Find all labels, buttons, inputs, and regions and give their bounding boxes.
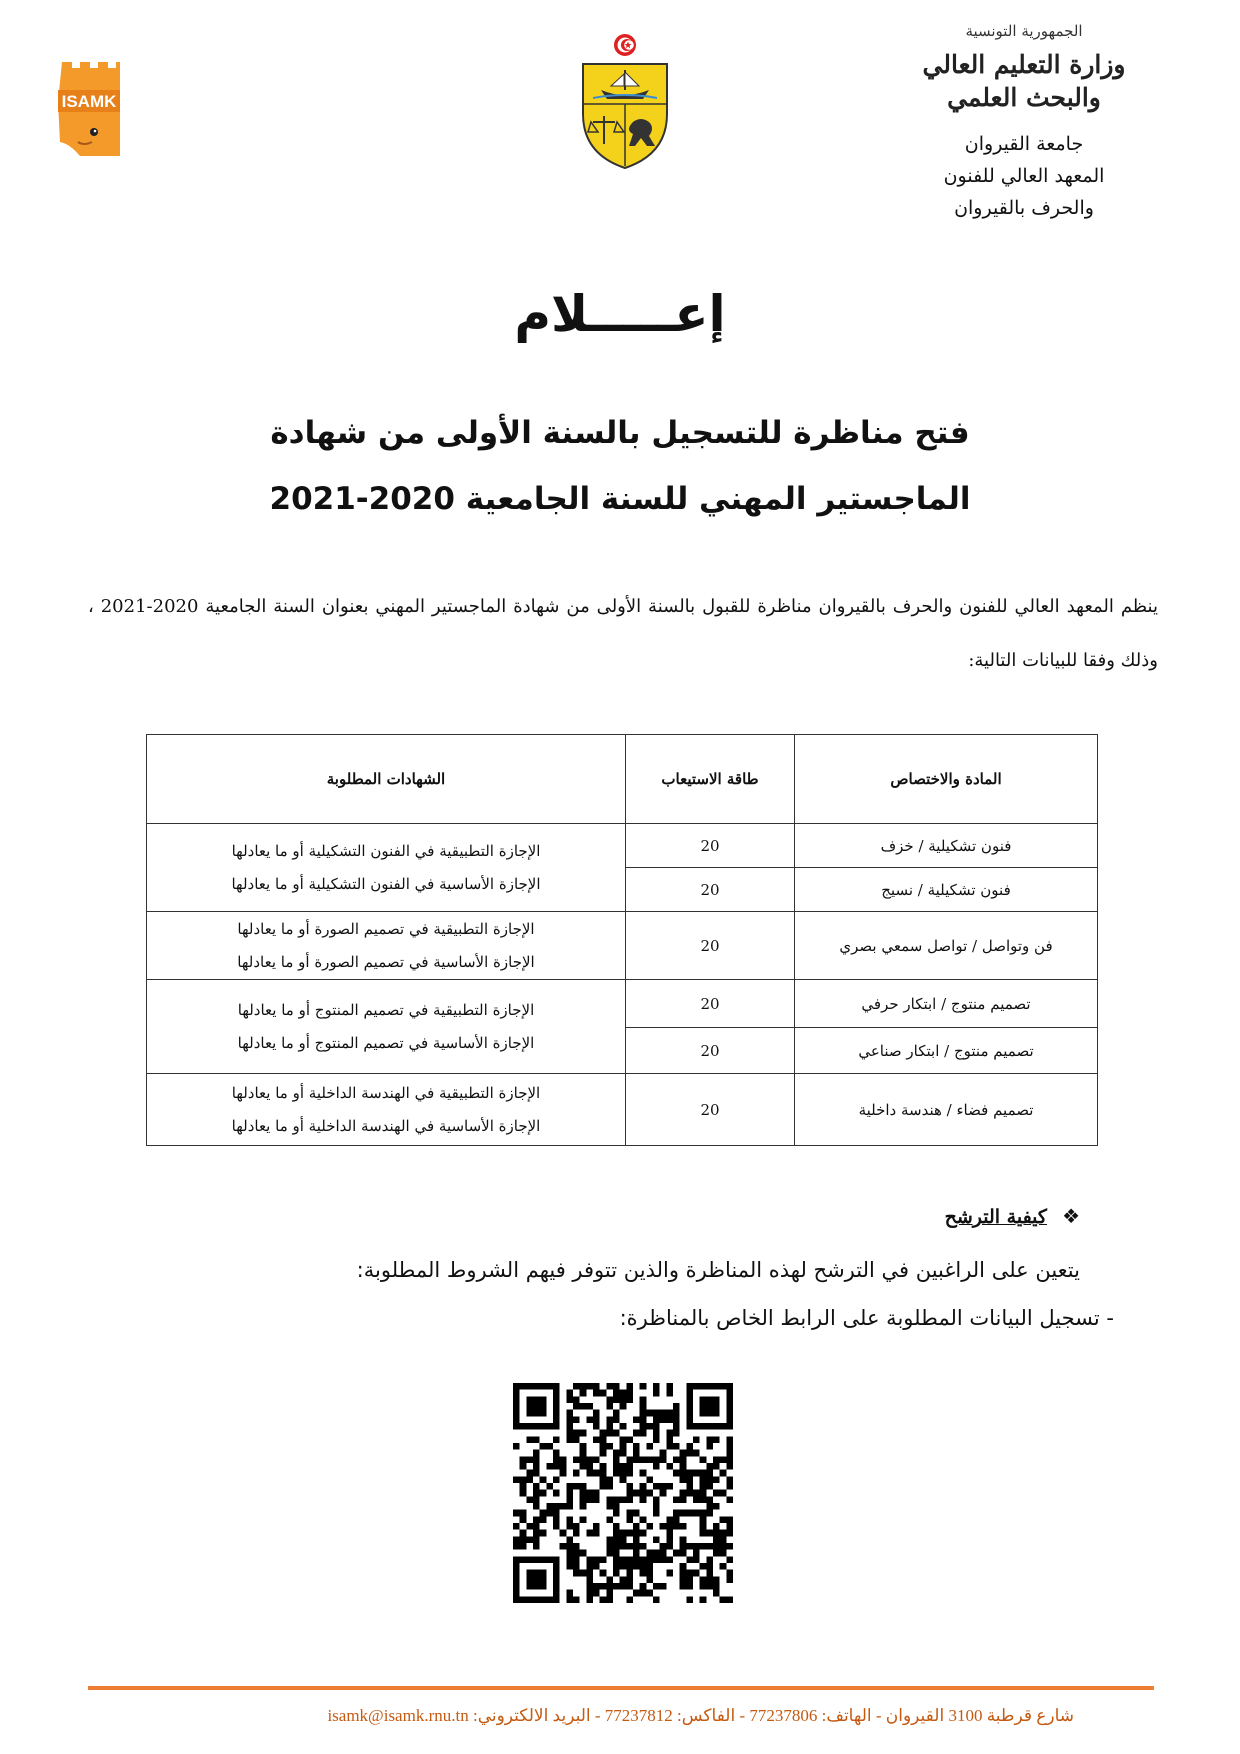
degree-fundamental: الإجازة الأساسية في الفنون التشكيلية أو ما يعادلها <box>231 874 541 893</box>
intro-paragraph: ينظم المعهد العالي للفنون والحرف بالقيروان مناظرة للقبول بالسنة الأولى من شهادة الماجستير المهني بعنوان السنة الجامعية 2020-2021 ، وذلك وفقا للبيانات التالية: <box>88 596 1158 671</box>
programs-table <box>146 734 1098 1146</box>
qr-code-icon[interactable] <box>513 1383 733 1603</box>
coat-of-arms-icon <box>575 32 675 172</box>
capacity-cell: 20 <box>626 824 795 868</box>
degree-fundamental: الإجازة الأساسية في تصميم المنتوج أو ما يعادلها <box>237 1033 535 1052</box>
degrees-cell <box>147 912 626 980</box>
degree-applied: الإجازة التطبيقية في الفنون التشكيلية أو ما يعادلها <box>231 841 541 860</box>
table-row <box>147 1074 1098 1146</box>
institute-name-line1: المعهد العالي للفنون <box>943 165 1105 187</box>
footer-divider <box>88 1686 1154 1690</box>
capacity-cell: 20 <box>626 868 795 912</box>
degrees-cell <box>147 824 626 912</box>
subject-cell: فنون تشكيلية / نسيج <box>795 868 1098 912</box>
logo-text: ISAMK <box>61 92 117 111</box>
header-degrees: الشهادات المطلوبة <box>147 735 626 824</box>
candidacy-link-instruction: - تسجيل البيانات المطلوبة على الرابط الخاص بالمناظرة: <box>619 1306 1114 1330</box>
table-row <box>147 824 1098 868</box>
institution-header <box>874 22 1174 224</box>
table-row <box>147 912 1098 980</box>
degree-applied: الإجازة التطبيقية في تصميم المنتوج أو ما يعادلها <box>237 1000 535 1019</box>
capacity-cell: 20 <box>626 980 795 1028</box>
capacity-cell: 20 <box>626 1074 795 1146</box>
isamk-logo <box>58 62 120 156</box>
institute-name-line2: والحرف بالقيروان <box>954 197 1094 219</box>
subject-cell: فنون تشكيلية / خزف <box>795 824 1098 868</box>
ministry-name-line2: والبحث العلمي <box>947 83 1101 112</box>
footer-contact: شارع قرطبة 3100 القيروان - الهاتف: 77237806 - الفاكس: 77237812 - البريد الالكتروني: isamk@isamk.rnu.tn <box>327 1706 1074 1725</box>
degree-applied: الإجازة التطبيقية في تصميم الصورة أو ما يعادلها <box>237 919 535 938</box>
candidacy-instructions: يتعين على الراغبين في الترشح لهذه المناظرة والذين تتوفر فيهم الشروط المطلوبة: <box>356 1258 1080 1282</box>
degree-fundamental: الإجازة الأساسية في تصميم الصورة أو ما يعادلها <box>237 952 535 971</box>
degrees-cell <box>147 980 626 1074</box>
candidacy-heading: كيفية الترشح <box>944 1206 1047 1228</box>
capacity-cell: 20 <box>626 1028 795 1074</box>
subject-cell: تصميم منتوج / ابتكار صناعي <box>795 1028 1098 1074</box>
subtitle-line-1: فتح مناظرة للتسجيل بالسنة الأولى من شهادة <box>270 415 970 451</box>
subtitle-line-2: الماجستير المهني للسنة الجامعية 2020-2021 <box>269 481 971 517</box>
announcement-subtitle <box>200 400 1040 532</box>
page-title: إعـــــلام <box>514 285 726 343</box>
diamond-bullet-icon: ❖ <box>1062 1204 1080 1228</box>
ministry-name-line1: وزارة التعليم العالي <box>922 50 1126 79</box>
candidacy-heading-block <box>945 1204 1080 1228</box>
subject-cell: تصميم فضاء / هندسة داخلية <box>795 1074 1098 1146</box>
capacity-cell: 20 <box>626 912 795 980</box>
header-capacity: طاقة الاستيعاب <box>626 735 795 824</box>
table-row <box>147 980 1098 1028</box>
university-name: جامعة القيروان <box>964 133 1084 155</box>
degree-fundamental: الإجازة الأساسية في الهندسة الداخلية أو ما يعادلها <box>231 1116 541 1135</box>
subject-cell: فن وتواصل / تواصل سمعي بصري <box>795 912 1098 980</box>
subject-cell: تصميم منتوج / ابتكار حرفي <box>795 980 1098 1028</box>
republic-label: الجمهورية التونسية <box>965 22 1083 40</box>
table-header-row <box>147 735 1098 824</box>
degree-applied: الإجازة التطبيقية في الهندسة الداخلية أو ما يعادلها <box>231 1083 541 1102</box>
header-subject: المادة والاختصاص <box>795 735 1098 824</box>
degrees-cell <box>147 1074 626 1146</box>
